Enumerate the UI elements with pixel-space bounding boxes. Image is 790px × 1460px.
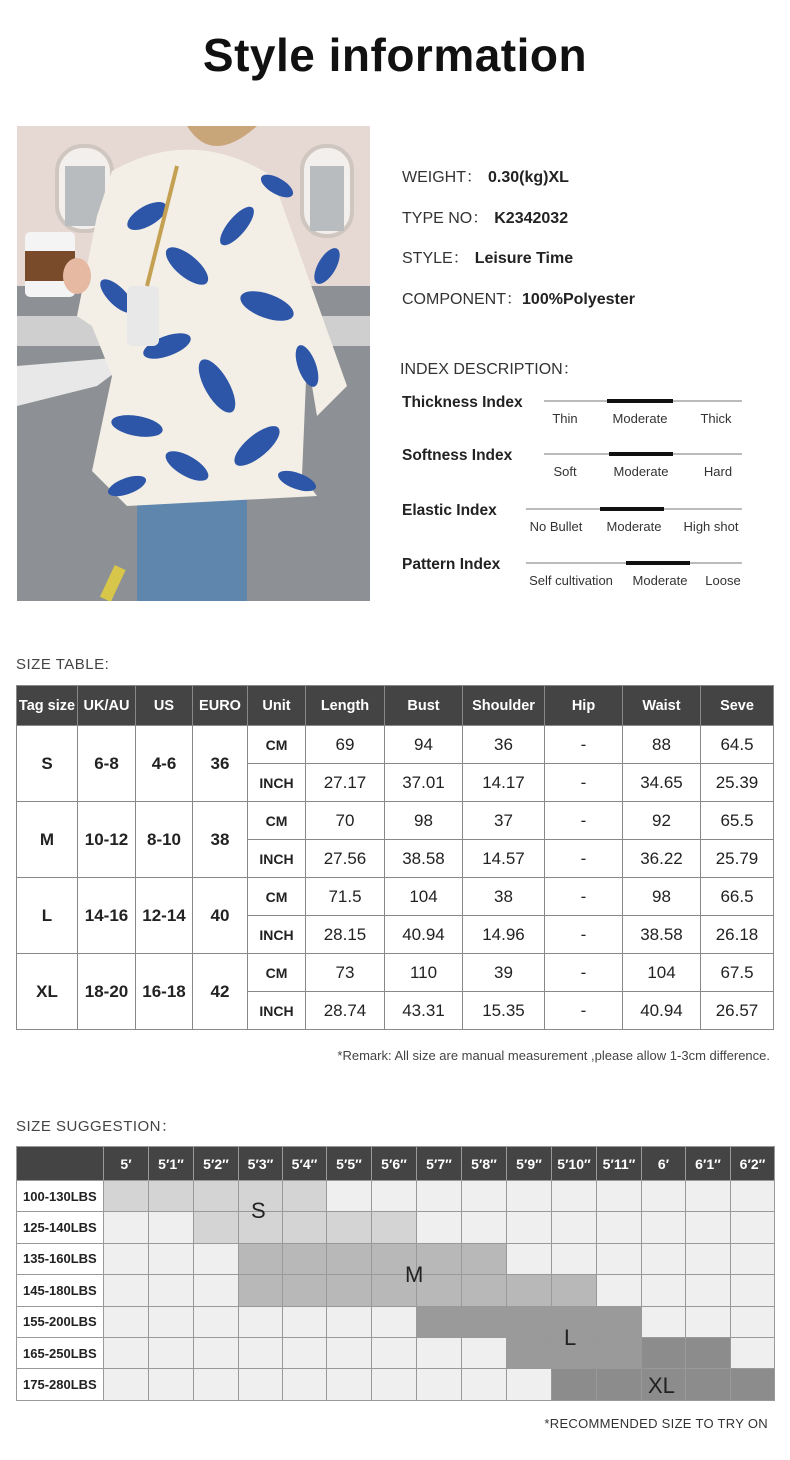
- suggestion-cell: [104, 1337, 149, 1368]
- weight-line: [402, 164, 569, 187]
- suggestion-row: [17, 1306, 775, 1337]
- scale-left-label: Thin: [552, 411, 578, 426]
- suggestion-cell: [552, 1212, 597, 1243]
- suggestion-cell: [327, 1275, 372, 1306]
- sleeve-cell: 64.5: [701, 726, 774, 764]
- hip-cell: -: [545, 802, 623, 840]
- suggestion-cell: [462, 1212, 507, 1243]
- unit-cell: CM: [248, 954, 306, 992]
- shoulder-cell: 14.96: [463, 916, 545, 954]
- elastic-index: [402, 502, 752, 548]
- uk-cell: 14-16: [78, 878, 136, 954]
- suggestion-cell: [372, 1181, 417, 1212]
- suggestion-cell: [417, 1369, 462, 1400]
- suggestion-cell: [239, 1275, 283, 1306]
- waist-cell: 88: [623, 726, 701, 764]
- suggestion-cell: [507, 1275, 552, 1306]
- size-label-l: L: [564, 1325, 577, 1350]
- suggestion-cell: [283, 1306, 327, 1337]
- size-table-label: SIZE TABLE:: [16, 656, 110, 673]
- suggestion-cell: [597, 1212, 642, 1243]
- component-line: [402, 286, 635, 309]
- weight-label: 135-160LBS: [17, 1243, 104, 1274]
- col-header: Seve: [701, 686, 774, 726]
- suggestion-cell: [462, 1369, 507, 1400]
- product-photo: [17, 126, 370, 601]
- euro-cell: 40: [193, 878, 248, 954]
- height-header: 5′8″: [462, 1147, 507, 1181]
- hip-cell: -: [545, 840, 623, 878]
- size-label-m: M: [405, 1262, 424, 1287]
- euro-cell: 36: [193, 726, 248, 802]
- suggestion-cell: [149, 1369, 194, 1400]
- sleeve-cell: 65.5: [701, 802, 774, 840]
- suggestion-cell: [462, 1337, 507, 1368]
- suggestion-cell: [239, 1369, 283, 1400]
- shoulder-cell: 14.57: [463, 840, 545, 878]
- height-header: 5′4″: [283, 1147, 327, 1181]
- length-cell: 71.5: [306, 878, 385, 916]
- index-name: Softness Index: [402, 447, 513, 464]
- scale-marker: [600, 507, 664, 511]
- suggestion-cell: [597, 1369, 642, 1400]
- col-header: Tag size: [17, 686, 78, 726]
- type-line: [402, 205, 568, 228]
- hip-cell: -: [545, 916, 623, 954]
- unit-cell: CM: [248, 878, 306, 916]
- height-header: 5′: [104, 1147, 149, 1181]
- length-cell: 27.17: [306, 764, 385, 802]
- suggestion-cell: [731, 1275, 775, 1306]
- shoulder-cell: 15.35: [463, 992, 545, 1030]
- shoulder-cell: 38: [463, 878, 545, 916]
- suggestion-cell: [194, 1181, 239, 1212]
- sleeve-cell: 67.5: [701, 954, 774, 992]
- suggestion-cell: [462, 1275, 507, 1306]
- height-header: 5′9″: [507, 1147, 552, 1181]
- style-value: Leisure Time: [474, 250, 574, 267]
- us-cell: 16-18: [136, 954, 193, 1030]
- index-name: Elastic Index: [402, 502, 497, 519]
- unit-cell: INCH: [248, 916, 306, 954]
- suggestion-cell: [642, 1181, 686, 1212]
- suggestion-cell: [283, 1181, 327, 1212]
- tag-size-cell: L: [17, 878, 78, 954]
- suggestion-row: [17, 1181, 775, 1212]
- shoulder-cell: 39: [463, 954, 545, 992]
- weight-label: 145-180LBS: [17, 1275, 104, 1306]
- suggestion-cell: [552, 1181, 597, 1212]
- waist-cell: 36.22: [623, 840, 701, 878]
- suggestion-cell: [149, 1337, 194, 1368]
- height-header: 6′1″: [686, 1147, 731, 1181]
- suggestion-cell: [283, 1337, 327, 1368]
- suggestion-cell: [372, 1369, 417, 1400]
- type-value: K2342032: [494, 210, 569, 227]
- bust-cell: 38.58: [385, 840, 463, 878]
- suggestion-cell: [507, 1337, 552, 1368]
- us-cell: 12-14: [136, 878, 193, 954]
- col-header: Length: [306, 686, 385, 726]
- weight-label: 165-250LBS: [17, 1337, 104, 1368]
- bust-cell: 94: [385, 726, 463, 764]
- size-suggestion-label: SIZE SUGGESTION：: [16, 1118, 177, 1135]
- suggestion-cell: [149, 1181, 194, 1212]
- suggestion-cell: [642, 1275, 686, 1306]
- bust-cell: 37.01: [385, 764, 463, 802]
- waist-cell: 34.65: [623, 764, 701, 802]
- unit-cell: CM: [248, 802, 306, 840]
- shoulder-cell: 37: [463, 802, 545, 840]
- weight-label: WEIGHT：: [402, 169, 482, 186]
- height-header: 6′2″: [731, 1147, 775, 1181]
- suggestion-cell: [372, 1337, 417, 1368]
- corner-cell: [17, 1147, 104, 1181]
- suggestion-cell: [372, 1212, 417, 1243]
- table-row: [17, 954, 774, 992]
- suggestion-cell: [327, 1306, 372, 1337]
- height-header: 5′1″: [149, 1147, 194, 1181]
- suggestion-cell: [149, 1275, 194, 1306]
- scale-right-label: High shot: [683, 519, 739, 534]
- col-header: Shoulder: [463, 686, 545, 726]
- weight-label: 125-140LBS: [17, 1212, 104, 1243]
- height-header: 5′11″: [597, 1147, 642, 1181]
- suggestion-cell: [327, 1369, 372, 1400]
- waist-cell: 92: [623, 802, 701, 840]
- suggestion-cell: [239, 1243, 283, 1274]
- hip-cell: -: [545, 992, 623, 1030]
- pattern-index: [402, 556, 752, 602]
- index-description-heading: INDEX DESCRIPTION：: [400, 361, 579, 378]
- suggestion-cell: [283, 1212, 327, 1243]
- height-header: 5′7″: [417, 1147, 462, 1181]
- scale-left-label: No Bullet: [529, 519, 583, 534]
- page-title: Style information: [202, 29, 588, 81]
- bust-cell: 43.31: [385, 992, 463, 1030]
- scale-left-label: Self cultivation: [529, 573, 613, 588]
- col-header: US: [136, 686, 193, 726]
- scale-right-label: Loose: [705, 573, 741, 588]
- recommend-note: *RECOMMENDED SIZE TO TRY ON: [544, 1416, 768, 1431]
- table-row: [17, 802, 774, 840]
- suggestion-cell: [731, 1337, 775, 1368]
- suggestion-header-row: [17, 1147, 775, 1181]
- suggestion-cell: [104, 1212, 149, 1243]
- suggestion-cell: [194, 1337, 239, 1368]
- length-cell: 27.56: [306, 840, 385, 878]
- index-name: Thickness Index: [402, 394, 523, 411]
- suggestion-cell: [149, 1243, 194, 1274]
- style-line: [402, 245, 573, 268]
- scale-mid-label: Moderate: [612, 411, 668, 426]
- suggestion-cell: [327, 1212, 372, 1243]
- bust-cell: 104: [385, 878, 463, 916]
- shoulder-cell: 14.17: [463, 764, 545, 802]
- suggestion-cell: [597, 1275, 642, 1306]
- suggestion-cell: [686, 1306, 731, 1337]
- suggestion-cell: [283, 1369, 327, 1400]
- suggestion-cell: [686, 1243, 731, 1274]
- suggestion-cell: [149, 1212, 194, 1243]
- height-header: 5′3″: [239, 1147, 283, 1181]
- suggestion-cell: [507, 1369, 552, 1400]
- suggestion-cell: [731, 1369, 775, 1400]
- height-header: 5′10″: [552, 1147, 597, 1181]
- shoulder-cell: 36: [463, 726, 545, 764]
- weight-label: 175-280LBS: [17, 1369, 104, 1400]
- sleeve-cell: 26.57: [701, 992, 774, 1030]
- us-cell: 8-10: [136, 802, 193, 878]
- suggestion-cell: [417, 1306, 462, 1337]
- suggestion-cell: [417, 1181, 462, 1212]
- suggestion-cell: [552, 1275, 597, 1306]
- suggestion-cell: [283, 1243, 327, 1274]
- suggestion-cell: [731, 1243, 775, 1274]
- suggestion-cell: [507, 1212, 552, 1243]
- col-header: Unit: [248, 686, 306, 726]
- suggestion-cell: [194, 1369, 239, 1400]
- hip-cell: -: [545, 726, 623, 764]
- suggestion-cell: [149, 1306, 194, 1337]
- length-cell: 28.15: [306, 916, 385, 954]
- scale-marker: [607, 399, 673, 403]
- uk-cell: 10-12: [78, 802, 136, 878]
- table-row: [17, 726, 774, 764]
- col-header: UK/AU: [78, 686, 136, 726]
- tag-size-cell: M: [17, 802, 78, 878]
- waist-cell: 98: [623, 878, 701, 916]
- suggestion-cell: [642, 1243, 686, 1274]
- euro-cell: 42: [193, 954, 248, 1030]
- us-cell: 4-6: [136, 726, 193, 802]
- suggestion-cell: [597, 1337, 642, 1368]
- waist-cell: 38.58: [623, 916, 701, 954]
- suggestion-cell: [686, 1181, 731, 1212]
- scale-mid-label: Moderate: [606, 519, 662, 534]
- sleeve-cell: 66.5: [701, 878, 774, 916]
- suggestion-cell: [507, 1243, 552, 1274]
- type-label: TYPE NO：: [402, 210, 489, 227]
- sleeve-cell: 25.79: [701, 840, 774, 878]
- suggestion-cell: [327, 1243, 372, 1274]
- suggestion-cell: [597, 1306, 642, 1337]
- weight-label: 100-130LBS: [17, 1181, 104, 1212]
- scale-mid-label: Moderate: [613, 464, 669, 479]
- suggestion-row: [17, 1337, 775, 1368]
- scale-mid-label: Moderate: [632, 573, 688, 588]
- suggestion-cell: [194, 1306, 239, 1337]
- suggestion-cell: [507, 1181, 552, 1212]
- height-header: 6′: [642, 1147, 686, 1181]
- sleeve-cell: 25.39: [701, 764, 774, 802]
- softness-index: [402, 447, 752, 493]
- suggestion-cell: [462, 1181, 507, 1212]
- style-label: STYLE：: [402, 250, 469, 267]
- scale-right-label: Thick: [700, 411, 732, 426]
- col-header: Waist: [623, 686, 701, 726]
- bust-cell: 40.94: [385, 916, 463, 954]
- suggestion-cell: [731, 1306, 775, 1337]
- euro-cell: 38: [193, 802, 248, 878]
- suggestion-cell: [417, 1212, 462, 1243]
- length-cell: 73: [306, 954, 385, 992]
- suggestion-cell: [731, 1181, 775, 1212]
- suggestion-cell: [642, 1306, 686, 1337]
- hip-cell: -: [545, 878, 623, 916]
- height-header: 5′6″: [372, 1147, 417, 1181]
- suggestion-cell: [104, 1243, 149, 1274]
- length-cell: 28.74: [306, 992, 385, 1030]
- col-header: Bust: [385, 686, 463, 726]
- tag-size-cell: XL: [17, 954, 78, 1030]
- suggestion-cell: [239, 1337, 283, 1368]
- bust-cell: 110: [385, 954, 463, 992]
- height-header: 5′5″: [327, 1147, 372, 1181]
- length-cell: 69: [306, 726, 385, 764]
- suggestion-cell: [104, 1275, 149, 1306]
- suggestion-cell: [642, 1212, 686, 1243]
- suggestion-cell: [194, 1212, 239, 1243]
- unit-cell: INCH: [248, 764, 306, 802]
- suggestion-cell: [686, 1369, 731, 1400]
- suggestion-row: [17, 1243, 775, 1274]
- waist-cell: 40.94: [623, 992, 701, 1030]
- suggestion-cell: [417, 1337, 462, 1368]
- tag-size-cell: S: [17, 726, 78, 802]
- unit-cell: INCH: [248, 840, 306, 878]
- suggestion-cell: [194, 1243, 239, 1274]
- suggestion-cell: [239, 1306, 283, 1337]
- suggestion-cell: [597, 1243, 642, 1274]
- col-header: EURO: [193, 686, 248, 726]
- scale-left-label: Soft: [553, 464, 577, 479]
- suggestion-cell: [552, 1243, 597, 1274]
- suggestion-cell: [686, 1212, 731, 1243]
- size-table: [16, 685, 774, 1030]
- table-row: [17, 878, 774, 916]
- weight-label: 155-200LBS: [17, 1306, 104, 1337]
- thickness-index: [402, 394, 752, 440]
- hip-cell: -: [545, 954, 623, 992]
- height-header: 5′2″: [194, 1147, 239, 1181]
- suggestion-cell: [327, 1181, 372, 1212]
- remark-note: *Remark: All size are manual measurement ,please allow 1-3cm difference.: [337, 1048, 770, 1063]
- suggestion-cell: [686, 1275, 731, 1306]
- suggestion-row: [17, 1275, 775, 1306]
- suggestion-cell: [686, 1337, 731, 1368]
- suggestion-cell: [462, 1243, 507, 1274]
- component-label: COMPONENT：: [402, 291, 523, 308]
- suggestion-cell: [462, 1306, 507, 1337]
- suggestion-cell: [597, 1181, 642, 1212]
- scale-marker: [626, 561, 690, 565]
- scale-marker: [609, 452, 673, 456]
- suggestion-cell: [104, 1306, 149, 1337]
- size-label-s: S: [251, 1198, 266, 1223]
- waist-cell: 104: [623, 954, 701, 992]
- suggestion-cell: [104, 1369, 149, 1400]
- suggestion-row: [17, 1212, 775, 1243]
- index-name: Pattern Index: [402, 556, 501, 573]
- uk-cell: 18-20: [78, 954, 136, 1030]
- sleeve-cell: 26.18: [701, 916, 774, 954]
- suggestion-cell: [731, 1212, 775, 1243]
- size-label-xl: XL: [648, 1373, 675, 1398]
- col-header: Hip: [545, 686, 623, 726]
- suggestion-cell: [283, 1275, 327, 1306]
- suggestion-cell: [372, 1306, 417, 1337]
- unit-cell: INCH: [248, 992, 306, 1030]
- suggestion-cell: [327, 1337, 372, 1368]
- suggestion-cell: [507, 1306, 552, 1337]
- suggestion-cell: [552, 1369, 597, 1400]
- suggestion-cell: [642, 1337, 686, 1368]
- weight-value: 0.30(kg)XL: [488, 169, 569, 186]
- suggestion-cell: [194, 1275, 239, 1306]
- size-table-header: [17, 686, 774, 726]
- component-value: 100%Polyester: [522, 291, 635, 308]
- length-cell: 70: [306, 802, 385, 840]
- bust-cell: 98: [385, 802, 463, 840]
- scale-right-label: Hard: [703, 464, 733, 479]
- unit-cell: CM: [248, 726, 306, 764]
- hip-cell: -: [545, 764, 623, 802]
- uk-cell: 6-8: [78, 726, 136, 802]
- suggestion-cell: [104, 1181, 149, 1212]
- size-suggestion-table: [16, 1146, 775, 1401]
